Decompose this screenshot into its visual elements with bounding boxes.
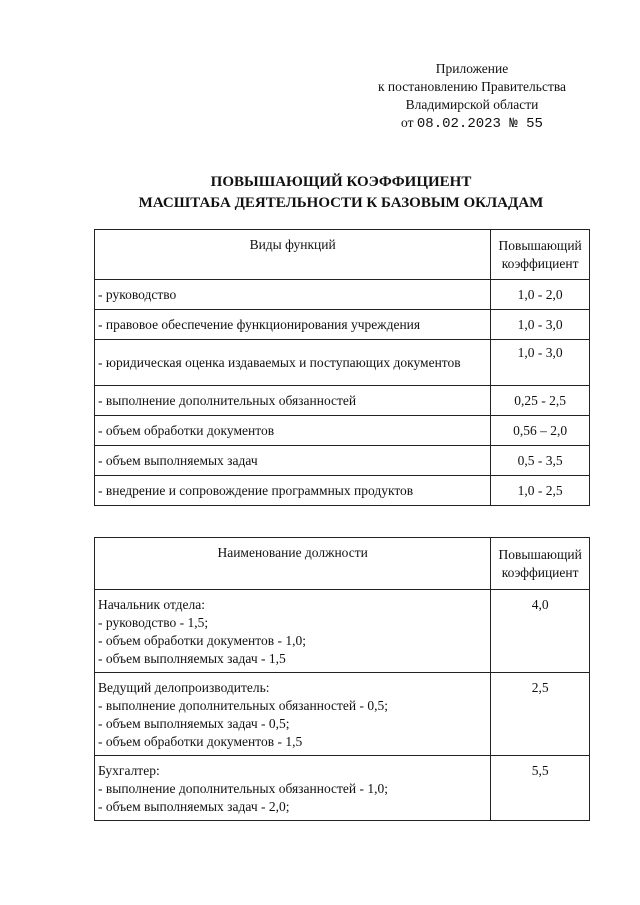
title-line-2: МАСШТАБА ДЕЯТЕЛЬНОСТИ К БАЗОВЫМ ОКЛАДАМ <box>138 195 544 211</box>
coefficient-cell: 1,0 - 3,0 <box>491 310 590 340</box>
date-number: 08.02.2023 № 55 <box>416 116 543 132</box>
function-cell: - выполнение дополнительных обязанностей <box>95 386 491 416</box>
header-functions: Виды функций <box>95 230 491 280</box>
position-item: - объем обработки документов - 1,5 <box>98 734 303 749</box>
table-header-row <box>95 538 590 590</box>
position-cell <box>95 590 491 673</box>
function-cell: - объем выполняемых задач <box>95 446 491 476</box>
position-item: - объем выполняемых задач - 0,5; <box>98 716 290 731</box>
table-row <box>95 386 590 416</box>
function-cell: - юридическая оценка издаваемых и поступающих документов <box>95 340 491 386</box>
table-row <box>95 446 590 476</box>
coefficient-cell: 4,0 <box>491 590 590 673</box>
position-title: Бухгалтер: <box>98 763 160 778</box>
document-title <box>94 172 588 214</box>
position-item: - выполнение дополнительных обязанностей - 1,0; <box>98 781 389 796</box>
table-row <box>95 673 590 756</box>
table-header-row <box>95 230 590 280</box>
position-item: - объем выполняемых задач - 1,5 <box>98 651 286 666</box>
table-row <box>95 476 590 506</box>
table-row <box>95 340 590 386</box>
appendix-region: Владимирской области <box>405 97 539 112</box>
title-line-1: ПОВЫШАЮЩИЙ КОЭФФИЦИЕНТ <box>210 174 472 190</box>
coefficient-cell: 2,5 <box>491 673 590 756</box>
header-coefficient: Повышающий коэффициент <box>491 230 590 280</box>
positions-table <box>94 537 590 821</box>
position-item: - объем выполняемых задач - 2,0; <box>98 799 290 814</box>
function-cell: - объем обработки документов <box>95 416 491 446</box>
position-item: - руководство - 1,5; <box>98 615 209 630</box>
date-prefix: от <box>401 115 414 130</box>
functions-table <box>94 229 590 506</box>
table-row <box>95 590 590 673</box>
function-cell: - внедрение и сопровождение программных продуктов <box>95 476 491 506</box>
position-item: - объем обработки документов - 1,0; <box>98 633 306 648</box>
coefficient-cell: 0,56 – 2,0 <box>491 416 590 446</box>
header-coefficient: Повышающий коэффициент <box>491 538 590 590</box>
header-position: Наименование должности <box>95 538 491 590</box>
coefficient-cell: 1,0 - 2,5 <box>491 476 590 506</box>
coefficient-cell: 1,0 - 3,0 <box>491 340 590 386</box>
position-cell <box>95 756 491 821</box>
coefficient-cell: 0,25 - 2,5 <box>491 386 590 416</box>
table-row <box>95 280 590 310</box>
table-row <box>95 416 590 446</box>
position-title: Начальник отдела: <box>98 597 206 612</box>
appendix-date <box>362 114 582 133</box>
appendix-decree: к постановлению Правительства <box>377 79 567 94</box>
position-title: Ведущий делопроизводитель: <box>98 680 270 695</box>
table-row <box>95 756 590 821</box>
function-cell: - правовое обеспечение функционирования учреждения <box>95 310 491 340</box>
position-item: - выполнение дополнительных обязанностей - 0,5; <box>98 698 389 713</box>
coefficient-cell: 0,5 - 3,5 <box>491 446 590 476</box>
function-cell: - руководство <box>95 280 491 310</box>
appendix-block <box>362 60 582 133</box>
coefficient-cell: 1,0 - 2,0 <box>491 280 590 310</box>
coefficient-cell: 5,5 <box>491 756 590 821</box>
appendix-label: Приложение <box>435 61 509 76</box>
table-row <box>95 310 590 340</box>
position-cell <box>95 673 491 756</box>
